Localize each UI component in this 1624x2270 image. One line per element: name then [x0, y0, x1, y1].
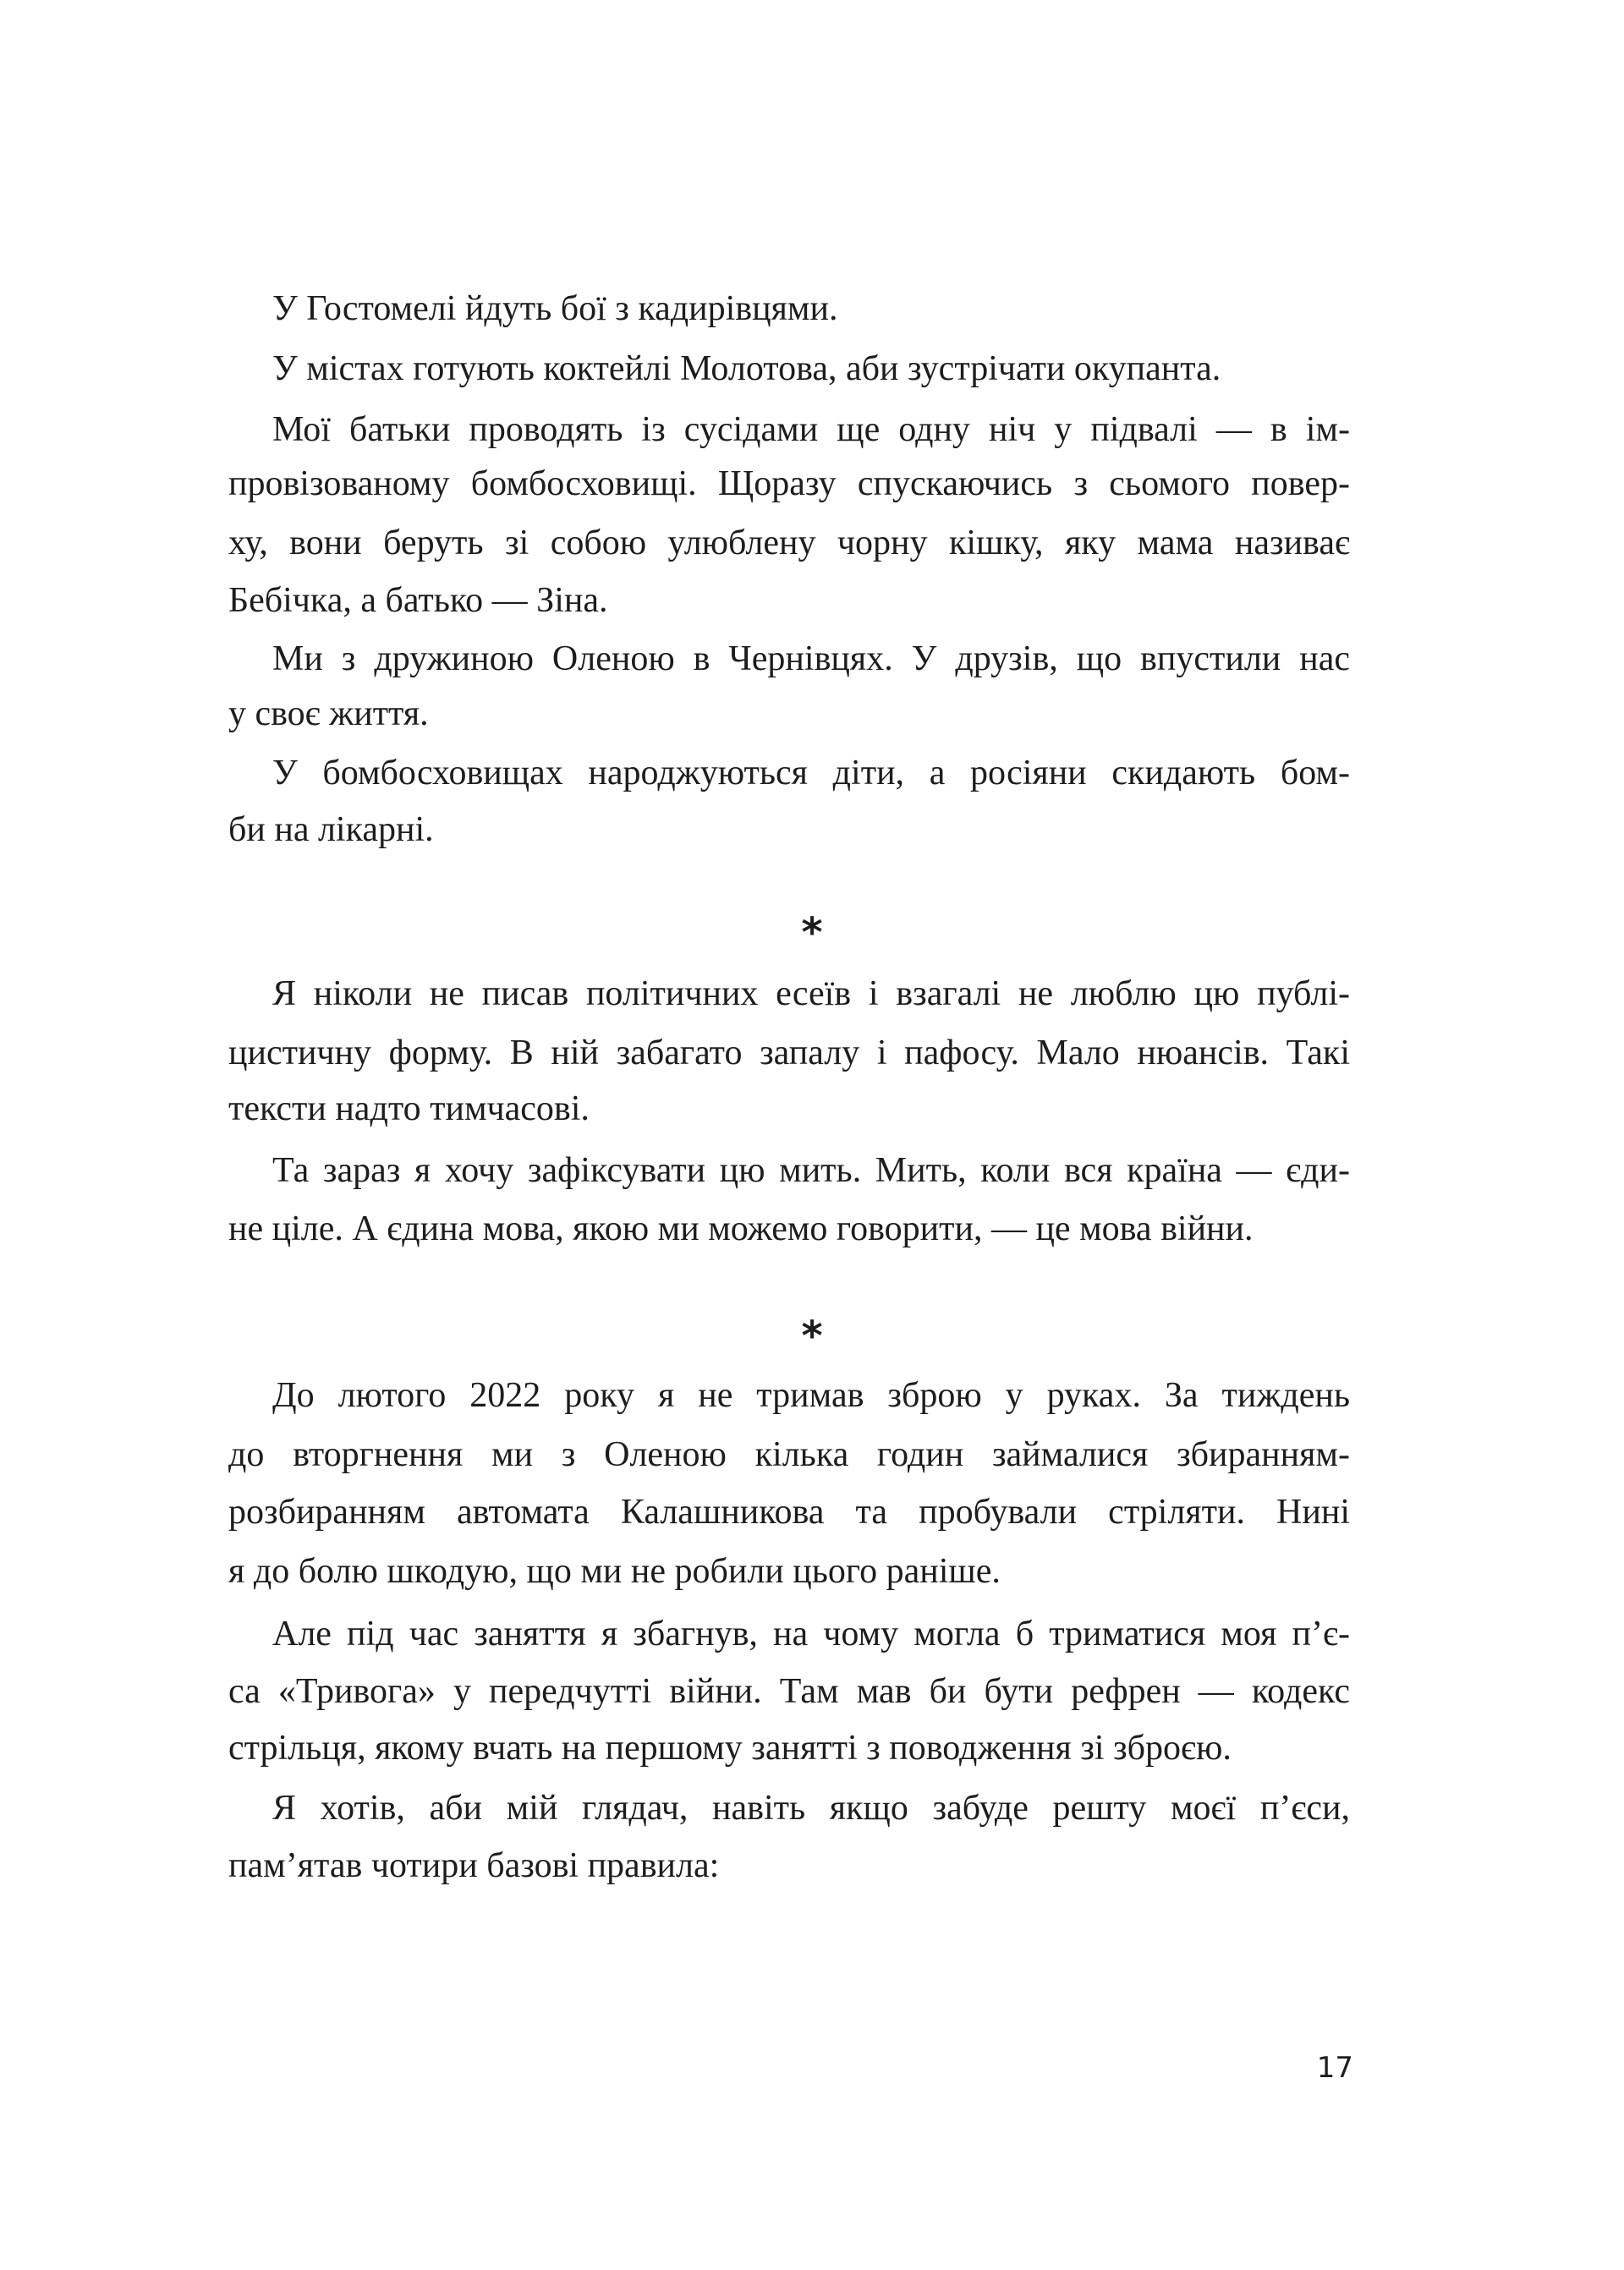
paragraph-line: пам’ятав чотири базові правила:: [228, 1846, 720, 1885]
paragraph-line: стрільця, якому вчать на першому занятті з поводження зі зброєю.: [228, 1729, 1232, 1768]
paragraph-line: Але під час заняття я збагнув, на чому могла б триматися моя п’є-: [272, 1615, 1350, 1653]
paragraph-line: Мої батьки проводять із сусідами ще одну ніч у підвалі — в ім-: [272, 410, 1350, 449]
paragraph-line: Я ніколи не писав політичних есеїв і взагалі не люблю цю публі-: [272, 974, 1350, 1013]
paragraph-line: у своє життя.: [228, 694, 429, 733]
paragraph-line: У бомбосховищах народжуються діти, а росіяни скидають бом-: [272, 754, 1350, 792]
section-separator: *: [801, 1313, 823, 1360]
paragraph-line: До лютого 2022 року я не тримав зброю у руках. За тиждень: [272, 1376, 1350, 1415]
paragraph-line: У Гостомелі йдуть бої з кадирівцями.: [272, 289, 838, 328]
paragraph-line: Та зараз я хочу зафіксувати цю мить. Мить, коли вся країна — єди-: [272, 1151, 1350, 1190]
paragraph-line: цистичну форму. В ній забагато запалу і пафосу. Мало нюансів. Такі: [228, 1034, 1350, 1072]
paragraph-line: тексти надто тимчасові.: [228, 1089, 590, 1128]
section-separator: *: [801, 909, 823, 957]
paragraph-line: Ми з дружиною Оленою в Чернівцях. У друзів, що впустили нас: [272, 639, 1350, 678]
paragraph-line: ху, вони беруть зі собою улюблену чорну кішку, яку мама називає: [228, 524, 1350, 562]
paragraph-line: провізованому бомбосховищі. Щоразу спускаючись з сьомого повер-: [228, 464, 1350, 503]
paragraph-line: я до болю шкодую, що ми не робили цього раніше.: [228, 1552, 1001, 1591]
paragraph-line: Бебічка, а батько — Зіна.: [228, 581, 608, 620]
paragraph-line: са «Тривога» у передчутті війни. Там мав би бути рефрен — кодекс: [228, 1672, 1350, 1711]
page-number: 17: [1316, 2051, 1353, 2085]
paragraph-line: не ціле. А єдина мова, якою ми можемо говорити, — це мова війни.: [228, 1209, 1254, 1248]
paragraph-line: би на лікарні.: [228, 810, 434, 849]
paragraph-line: до вторгнення ми з Оленою кілька годин займалися збиранням-: [228, 1435, 1350, 1474]
paragraph-line: розбиранням автомата Калашникова та пробували стріляти. Нині: [228, 1493, 1350, 1532]
paragraph-line: У містах готують коктейлі Молотова, аби зустрічати окупанта.: [272, 349, 1221, 388]
paragraph-line: Я хотів, аби мій глядач, навіть якщо забуде решту моєї п’єси,: [272, 1789, 1350, 1828]
